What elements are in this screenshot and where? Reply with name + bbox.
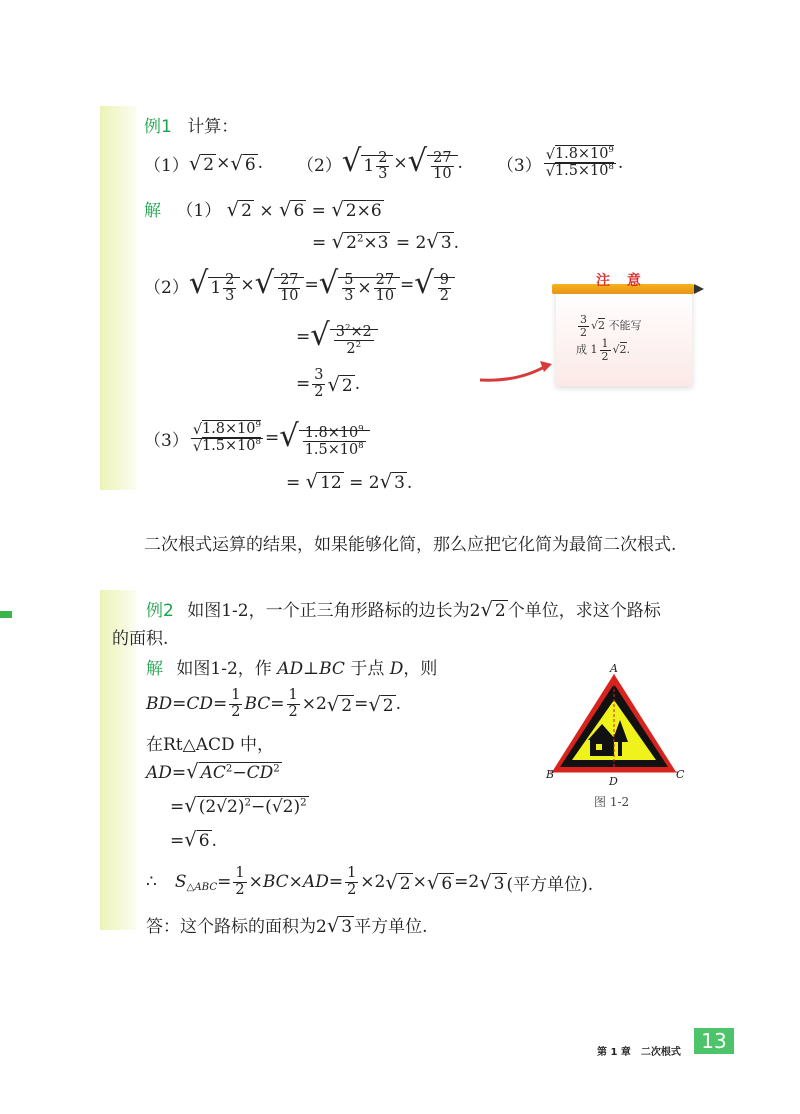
note-text1: 不能写: [608, 319, 642, 333]
in-rt-text: 在Rt△ACD 中，: [146, 735, 275, 755]
rule-text: 二次根式运算的结果，如果能够化简，那么应把它化简为最简二次根式.: [144, 535, 677, 555]
answer-text: 答：这个路标的面积为2√ 3 平方单位.: [146, 914, 428, 937]
solution-ex2-line7: ∴ S △ABC = $\frac{1}{2}$ × BC × AD = $\frac{1}{2}$ ×2 √ 2 × √ 6 =2 √ 3 (平方单位).: [146, 865, 594, 898]
solution2-line1: （2） √ 1 $\frac{2}{3}$ × √ $\frac{27}{10}$ = √ $\frac{5}{3}$ × $\frac{27}{10}$ = √ $\frac{9}{2}$: [144, 262, 455, 308]
solution-ex2-line5: =√ $(2√2)^2-(√2)^2$: [170, 794, 307, 817]
solution-ex2-line4: AD=√ $AC^2-CD^2$: [146, 760, 280, 783]
label-c: C: [676, 768, 685, 781]
solution3-line1: （3） $\frac{√1.8\times 10^9}{√1.5\times 10^8}$ = √ $\frac{1.8\times 10^9}{1.5\times 10^8}$: [144, 414, 370, 462]
solution2-line2: = √ $\frac{3^2\times 2}{2^2}$: [296, 314, 378, 360]
example2-label: 例2: [146, 601, 174, 621]
note-body: $\frac{3}{2}$ √2 不能写 成 1 $\frac{1}{2}$ √2.: [576, 313, 642, 363]
solution2-label: 解: [146, 659, 163, 679]
example1-label: 例1: [144, 117, 172, 137]
arrow-icon: [478, 358, 558, 388]
example2-line2: 的面积.: [112, 629, 169, 649]
label-a: A: [610, 662, 618, 675]
solution1-line2: = √ $2^2\times 3 = 2√$ 3 .: [312, 230, 460, 253]
solution2-line3: = $\frac{3}{2}$ √ 2 .: [296, 367, 361, 400]
solution3-line2: = √ 12 = 2√ 3 .: [286, 470, 413, 493]
page-number: 13: [694, 1028, 734, 1054]
part3-label: （3）: [496, 155, 542, 176]
label-d: D: [609, 775, 618, 788]
chapter-label: 第 1 章 二次根式: [597, 1047, 681, 1058]
figure-caption: 图 1-2: [594, 795, 630, 809]
solution-label: 解: [144, 201, 161, 221]
solution-ex2-line6: =√ 6 .: [170, 828, 217, 851]
note-box: [556, 273, 696, 386]
part2-label: （2）: [297, 155, 342, 176]
highlight-band-ex1: [100, 106, 136, 490]
example2-line1: 例2 如图1-2，一个正三角形路标的边长为2√ 2 个单位，求这个路标: [146, 598, 661, 621]
note-title: 注 意: [596, 273, 647, 289]
example1-task: 计算：: [187, 117, 239, 137]
part1-label: （1）: [144, 155, 189, 176]
side-marker: [0, 611, 12, 618]
note-text2: 成: [576, 343, 587, 357]
solution-ex2-line1: 解 如图1-2，作 AD⊥BC 于点 D，则: [146, 659, 438, 679]
solution1-line1: 解 （1） √ 2 × √ 6 = √ 2×6: [144, 198, 382, 221]
example1-heading: [144, 112, 238, 137]
example1-problems: （1） √ 2 × √ 6 . （2） √ 1 $\frac{2}{3}$ × √ $\frac{27}{10}$ . （3） $\frac{√1.8\times 10^9}{√1.5\times 10^8}$ .: [144, 143, 624, 182]
solution-ex2-line2: BD = CD = $\frac{1}{2}$ BC = $\frac{1}{2}$ ×2 √ 2 = √ 2 .: [146, 687, 401, 720]
label-b: B: [546, 768, 555, 781]
